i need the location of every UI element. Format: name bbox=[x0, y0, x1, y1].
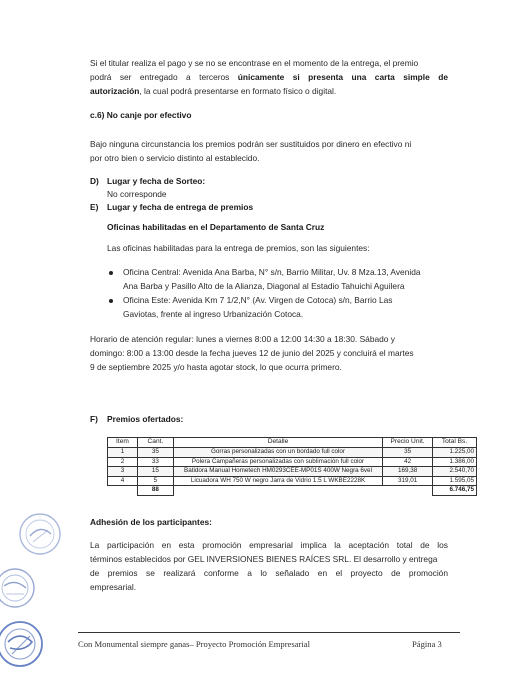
bullet-2-line-1: Oficina Este: Avenida Km 7 1/2,N° (Av. Virgen de Cotoca) s/n, Barrio Las bbox=[123, 295, 393, 305]
table-header-qty: Cant. bbox=[137, 438, 173, 448]
table-total-qty: 88 bbox=[137, 486, 173, 496]
intro-line-3-bold: autorización bbox=[90, 86, 140, 96]
c6-heading: c.6) No canje por efectivo bbox=[90, 110, 192, 120]
table-header-detail: Detalle bbox=[173, 438, 382, 448]
table-cell-qty: 33 bbox=[137, 457, 173, 467]
section-d-value: No corresponde bbox=[107, 189, 167, 199]
section-e-label: E) bbox=[90, 202, 99, 212]
offices-heading: Oficinas habilitadas en el Departamento de Santa Cruz bbox=[107, 222, 325, 232]
table-header-total: Total Bs. bbox=[433, 438, 477, 448]
adhesion-line-4: empresarial. bbox=[90, 582, 137, 592]
approval-seal-bottom bbox=[0, 618, 44, 670]
table-cell-detail: Gorras personalizadas con un bordado full color bbox=[173, 448, 382, 458]
table-cell-item: 2 bbox=[108, 457, 138, 467]
table-header-item: Item bbox=[108, 438, 138, 448]
section-f-label: F) bbox=[90, 414, 98, 424]
intro-line-2-bold: únicamente si presenta una carta simple de bbox=[237, 72, 448, 82]
table-row bbox=[108, 476, 477, 486]
table-cell-qty: 35 bbox=[137, 448, 173, 458]
table-cell-qty: 15 bbox=[137, 467, 173, 477]
section-f-heading: Premios ofertados: bbox=[107, 414, 184, 424]
bullet-1-dot bbox=[109, 271, 113, 275]
intro-line-3-text: , la cual podrá presentarse en formato físico o digital. bbox=[139, 86, 337, 96]
intro-line-3 bbox=[90, 84, 448, 99]
hours-line-2: domingo: 8:00 a 13:00 desde la fecha jueves 12 de junio del 2025 y concluirá el martes bbox=[90, 348, 414, 358]
bullet-2-dot bbox=[109, 299, 113, 303]
bullet-2-line-2: Gaviotas, frente al ingreso Urbanización Cotoca. bbox=[123, 309, 304, 319]
section-d-heading: Lugar y fecha de Sorteo: bbox=[107, 176, 206, 186]
intro-line-1: Si el titular realiza el pago y se no se encontrase en el momento de la entrega, el premio bbox=[90, 58, 419, 68]
table-cell-item: 4 bbox=[108, 476, 138, 486]
table-total-spacer bbox=[383, 486, 433, 496]
table-cell-unit-price: 319,01 bbox=[383, 476, 433, 486]
table-cell-total: 1.595,05 bbox=[433, 476, 477, 486]
table-cell-detail: Licuadora WH 750 W negro Jarra de Vidrio 1.5 L WKBE2228K bbox=[173, 476, 382, 486]
table-total-row bbox=[108, 486, 477, 496]
table-cell-detail: Batidora Manual Hometech HM0293CEE-MP01S 400W Negra 6vel bbox=[173, 467, 382, 477]
prizes-table bbox=[107, 437, 477, 496]
adhesion-line-2: términos establecidos por GEL INVERSIONES BIENES RAÍCES SRL. El desarrollo y entrega bbox=[90, 554, 438, 564]
table-cell-qty: 5 bbox=[137, 476, 173, 486]
bullet-1-line-2: Ana Barba y Pasillo Alto de la Alianza, Diagonal al Estadio Tahuichi Aguilera bbox=[123, 281, 405, 291]
table-header-row bbox=[108, 438, 477, 448]
table-cell-unit-price: 35 bbox=[383, 448, 433, 458]
hours-line-1: Horario de atención regular: lunes a viernes 8:00 a 12:00 14:30 a 18:30. Sábado y bbox=[90, 334, 395, 344]
table-row bbox=[108, 467, 477, 477]
footer-divider bbox=[78, 632, 460, 633]
bullet-1-line-1: Oficina Central: Avenida Ana Barba, N° s/n, Barrio Militar, Uv. 8 Mza.13, Avenida bbox=[123, 267, 421, 277]
table-cell-detail: Polera Campañeras personalizadas con sublimación full color bbox=[173, 457, 382, 467]
table-row bbox=[108, 457, 477, 467]
table-header-unit-price: Precio Unit. bbox=[383, 438, 433, 448]
table-cell-unit-price: 42 bbox=[383, 457, 433, 467]
table-total-spacer bbox=[108, 486, 138, 496]
approval-seal-middle bbox=[0, 566, 36, 610]
table-cell-total: 2.540,70 bbox=[433, 467, 477, 477]
table-total-amount: 6.746,75 bbox=[433, 486, 477, 496]
adhesion-line-3: de premios se realizará conforme a lo señalado en el proyecto de promoción bbox=[90, 568, 448, 578]
table-row bbox=[108, 448, 477, 458]
table-cell-item: 1 bbox=[108, 448, 138, 458]
c6-line-1: Bajo ninguna circunstancia los premios podrán ser sustituidos por dinero en efectivo ni bbox=[90, 139, 412, 149]
intro-line-2 bbox=[90, 70, 448, 85]
c6-line-2: por otro bien o servicio distinto al establecido. bbox=[90, 153, 260, 163]
table-cell-total: 1.225,00 bbox=[433, 448, 477, 458]
offices-intro: Las oficinas habilitadas para la entrega de premios, son las siguientes: bbox=[107, 243, 370, 253]
table-cell-total: 1.386,00 bbox=[433, 457, 477, 467]
hours-line-3: 9 de septiembre 2025 y/o hasta agotar stock, lo que ocurra primero. bbox=[90, 362, 342, 372]
adhesion-heading: Adhesión de los participantes: bbox=[90, 517, 212, 527]
table-cell-unit-price: 169,38 bbox=[383, 467, 433, 477]
table-total-spacer bbox=[173, 486, 382, 496]
section-e-heading: Lugar y fecha de entrega de premios bbox=[107, 202, 254, 212]
intro-line-2-text: podrá ser entregado a terceros bbox=[90, 72, 238, 82]
footer-title: Con Monumental siempre ganas– Proyecto Promoción Empresarial bbox=[78, 639, 310, 649]
page-number: Página 3 bbox=[412, 639, 442, 649]
adhesion-line-1: La participación en esta promoción empresarial implica la aceptación total de los bbox=[90, 540, 448, 550]
section-d-label: D) bbox=[90, 176, 99, 186]
approval-seal-top bbox=[18, 512, 62, 556]
table-cell-item: 3 bbox=[108, 467, 138, 477]
